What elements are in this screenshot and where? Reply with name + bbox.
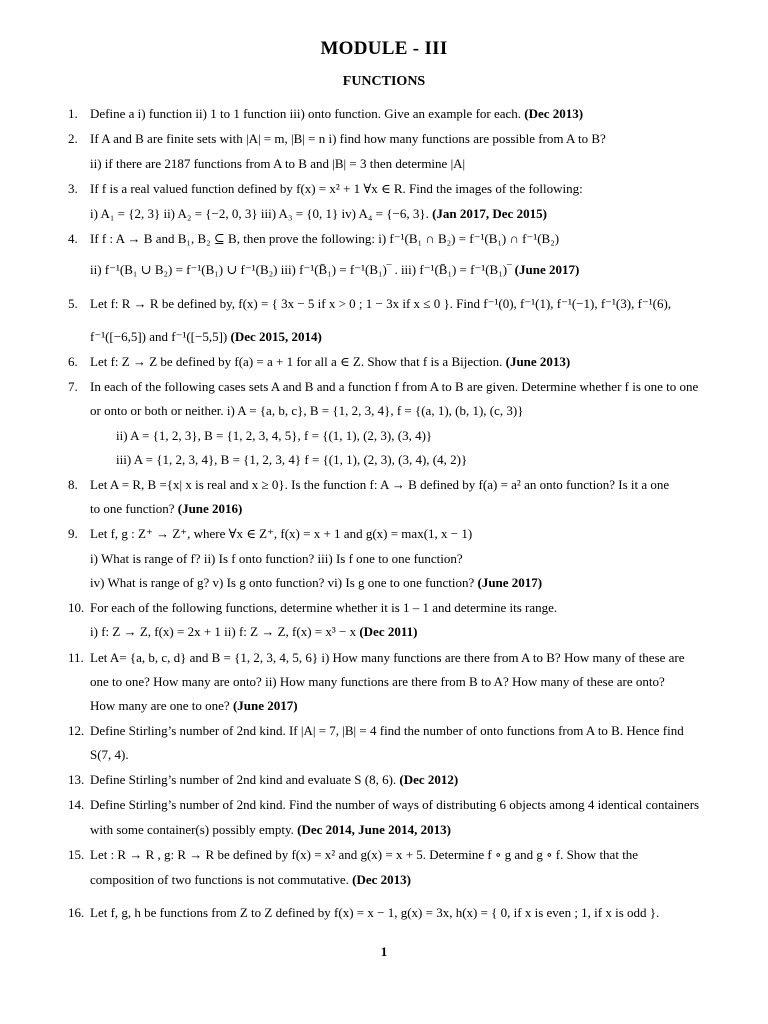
question-line — [90, 575, 542, 591]
question-text: Define Stirling’s number of 2nd kind. Find the number of ways of distributing 6 objects among 4 identical containers — [90, 797, 700, 812]
question-number: 1. — [68, 106, 78, 121]
question-text: iii) A = {1, 2, 3, 4}, B = {1, 2, 3, 4} f = {(1, 1), (2, 3), (3, 4), (4, 2)} — [116, 452, 468, 467]
question-line — [90, 106, 583, 122]
question-number: 10. — [68, 600, 85, 615]
question-line — [90, 674, 665, 690]
question-number: 7. — [68, 379, 78, 394]
exam-reference: (June 2013) — [505, 354, 571, 369]
page-subtitle: FUNCTIONS — [342, 74, 426, 89]
question-text: If f is a real valued function defined by f(x) = x² + 1 ∀x ∈ R. Find the images of the following: — [90, 181, 583, 196]
question-text: If A and B are finite sets with |A| = m, |B| = n i) find how many functions are possible from A to B? — [90, 131, 606, 146]
question-line — [90, 600, 557, 616]
question-text: to one function? — [90, 501, 175, 516]
question-number: 5. — [68, 296, 78, 311]
question-number: 3. — [68, 181, 78, 196]
question-text: ii) f⁻¹(B₁ ∪ B₂) = f⁻¹(B₁) ∪ f⁻¹(B₂) iii) f⁻¹(B̄₁) = f⁻¹(B₁)‾ . iii) f⁻¹(B̄₁) = f⁻¹(B₁)‾ — [90, 262, 512, 277]
question-text: ii) if there are 2187 functions from A to B and |B| = 3 then determine |A| — [90, 156, 466, 171]
question-line — [90, 551, 463, 567]
exam-reference: (June 2017) — [514, 262, 580, 277]
question-text: How many are one to one? — [90, 698, 230, 713]
question-line — [90, 131, 606, 147]
question-text: iv) What is range of g? v) Is g onto function? vi) Is g one to one function? — [90, 575, 475, 590]
question-text: Let A= {a, b, c, d} and B = {1, 2, 3, 4, 5, 6} i) How many functions are there from A to B? How many of these are — [90, 650, 685, 665]
question-text: composition of two functions is not commutative. — [90, 872, 349, 887]
question-text: Let f: Z → Z be defined by f(a) = a + 1 for all a ∈ Z. Show that f is a Bijection. — [90, 354, 503, 369]
question-number: 12. — [68, 723, 85, 738]
question-text: f⁻¹([−6,5]) and f⁻¹([−5,5]) — [90, 329, 228, 344]
question-text: ii) A = {1, 2, 3}, B = {1, 2, 3, 4, 5}, f = {(1, 1), (2, 3), (3, 4)} — [116, 428, 433, 443]
question-text: If f : A → B and B₁, B₂ ⊆ B, then prove the following: i) f⁻¹(B₁ ∩ B₂) = f⁻¹(B₁) ∩ f⁻¹(B₂) — [90, 231, 560, 246]
question-line — [116, 428, 432, 444]
question-text: i) f: Z → Z, f(x) = 2x + 1 ii) f: Z → Z, f(x) = x³ − x — [90, 624, 357, 639]
question-number: 15. — [68, 847, 85, 862]
question-text: i) A₁ = {2, 3} ii) A₂ = {−2, 0, 3} iii) A₃ = {0, 1} iv) A₄ = {−6, 3}. — [90, 206, 429, 221]
question-text: i) What is range of f? ii) Is f onto function? iii) Is f one to one function? — [90, 551, 463, 566]
question-line — [90, 329, 322, 345]
question-line — [90, 698, 298, 714]
question-number: 16. — [68, 905, 85, 920]
exam-reference: (Dec 2013) — [524, 106, 584, 121]
question-line — [90, 262, 579, 278]
exam-reference: (Dec 2014, June 2014, 2013) — [297, 822, 451, 837]
question-text: Let f: R → R be defined by, f(x) = { 3x − 5 if x > 0 ; 1 − 3x if x ≤ 0 }. Find f⁻¹(0), f⁻¹(1), f⁻¹(−1), f⁻¹(3), f⁻¹(6), — [90, 296, 672, 311]
question-text: one to one? How many are onto? ii) How many functions are there from B to A? How many of these are onto? — [90, 674, 665, 689]
page-title: MODULE - III — [320, 38, 448, 59]
question-line — [90, 797, 699, 813]
exam-reference: (Dec 2013) — [352, 872, 411, 887]
question-text: Define Stirling’s number of 2nd kind. If |A| = 7, |B| = 4 find the number of onto functions from A to B. Hence find — [90, 723, 684, 738]
question-number: 8. — [68, 477, 78, 492]
question-line — [90, 477, 669, 493]
question-line — [90, 354, 570, 370]
question-line — [90, 872, 411, 888]
question-line — [90, 403, 523, 419]
question-text: For each of the following functions, determine whether it is 1 – 1 and determine its range. — [90, 600, 558, 615]
exam-reference: (Dec 2015, 2014) — [230, 329, 322, 344]
question-line — [90, 822, 451, 838]
question-line — [90, 206, 547, 222]
exam-reference: (June 2016) — [177, 501, 243, 516]
question-text: Let : R → R , g: R → R be defined by f(x) = x² and g(x) = x + 5. Determine f ∘ g and g ∘ f. Show that the — [90, 847, 639, 862]
question-line — [90, 624, 417, 640]
question-text: Let f, g : Z⁺ → Z⁺, where ∀x ∈ Z⁺, f(x) = x + 1 and g(x) = max(1, x − 1) — [90, 526, 473, 541]
question-line — [90, 905, 659, 921]
question-text: In each of the following cases sets A and B and a function f from A to B are given. Determine whether f is one to one — [90, 379, 699, 394]
question-number: 6. — [68, 354, 78, 369]
question-line — [116, 452, 467, 468]
exam-reference: (Dec 2011) — [359, 624, 418, 639]
exam-reference: (Jan 2017, Dec 2015) — [432, 206, 547, 221]
question-number: 13. — [68, 772, 85, 787]
question-line — [90, 231, 559, 247]
question-text: or onto or both or neither. i) A = {a, b, c}, B = {1, 2, 3, 4}, f = {(a, 1), (b, 1), (c, 3)} — [90, 403, 524, 418]
page-number: 1 — [380, 944, 388, 959]
question-line — [90, 501, 242, 517]
question-number: 4. — [68, 231, 78, 246]
question-line — [90, 296, 671, 312]
question-line — [90, 847, 638, 863]
exam-reference: (June 2017) — [232, 698, 298, 713]
question-line — [90, 156, 465, 172]
question-line — [90, 379, 698, 395]
exam-reference: (Dec 2012) — [399, 772, 459, 787]
question-number: 9. — [68, 526, 78, 541]
question-number: 14. — [68, 797, 85, 812]
question-line — [90, 650, 685, 666]
question-text: Define Stirling’s number of 2nd kind and evaluate S (8, 6). — [90, 772, 397, 787]
question-number: 11. — [68, 650, 84, 665]
question-line — [90, 526, 472, 542]
question-line — [90, 772, 458, 788]
question-number: 2. — [68, 131, 78, 146]
exam-reference: (June 2017) — [477, 575, 543, 590]
question-text: S(7, 4). — [90, 747, 129, 762]
question-text: Define a i) function ii) 1 to 1 function iii) onto function. Give an example for each. — [90, 106, 522, 121]
question-line — [90, 747, 129, 763]
question-text: Let A = R, B ={x| x is real and x ≥ 0}. Is the function f: A → B defined by f(a) = a² an onto function? Is it a one — [90, 477, 670, 492]
question-line — [90, 723, 684, 739]
question-text: with some container(s) possibly empty. — [90, 822, 294, 837]
question-text: Let f, g, h be functions from Z to Z defined by f(x) = x − 1, g(x) = 3x, h(x) = { 0, if x is even ; 1, if x is odd }. — [90, 905, 660, 920]
question-line — [90, 181, 583, 197]
